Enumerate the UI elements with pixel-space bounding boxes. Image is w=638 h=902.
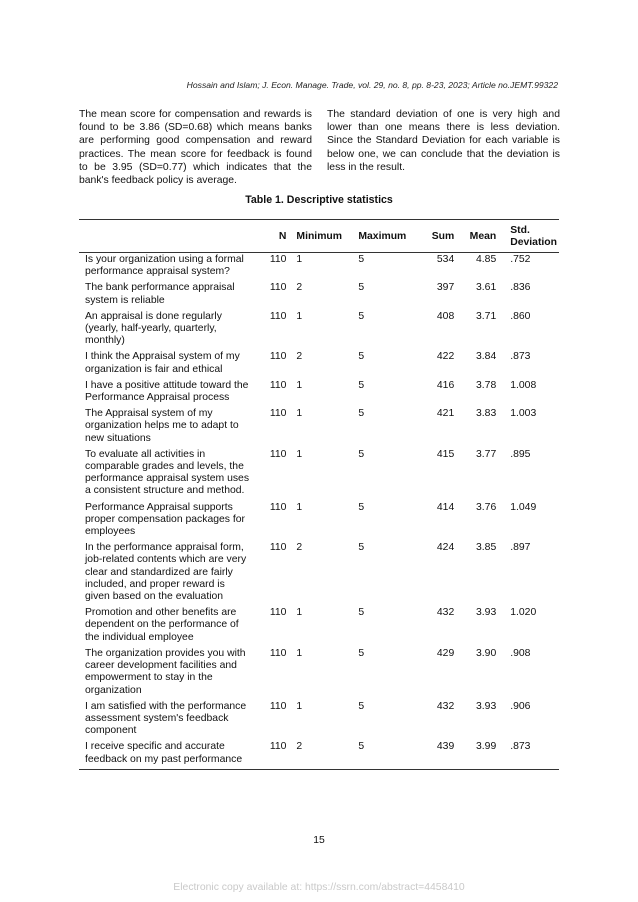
table-row [79, 407, 559, 448]
table-row [79, 541, 559, 606]
mean-cell: 3.83 [476, 408, 497, 420]
sum-cell: 416 [436, 379, 455, 391]
mean-cell: 3.99 [476, 741, 497, 753]
std-deviation-cell: 1.049 [510, 501, 537, 513]
running-header: Hossain and Islam; J. Econ. Manage. Trade, vol. 29, no. 8, pp. 8-23, 2023; Article no.JEMT.99322 [186, 80, 558, 90]
std-deviation-cell: .906 [510, 700, 531, 712]
std-deviation-cell: .836 [510, 282, 531, 294]
n-cell: 110 [269, 647, 287, 659]
table-row [79, 281, 559, 309]
header-sum: Sum [431, 231, 455, 242]
std-deviation-cell: .895 [510, 448, 531, 460]
table-row [79, 310, 559, 351]
left-column-paragraph: The mean score for compensation and rewards is found to be 3.86 (SD=0.68) which means banks are performing good compensation and reward practices. The mean score for feedback is found to be 3.95 (SD=0.77) which indicates that the bank's feedback policy is average. [79, 109, 312, 187]
table-header-row [79, 220, 559, 253]
statement-cell: Performance Appraisal supports proper compensation packages for employees [85, 501, 245, 538]
n-cell: 110 [269, 310, 287, 322]
sum-cell: 424 [436, 542, 455, 554]
minimum-cell: 1 [296, 408, 303, 420]
mean-cell: 3.90 [476, 647, 497, 659]
sum-cell: 414 [436, 501, 455, 513]
mean-cell: 4.85 [476, 254, 497, 265]
sum-cell: 439 [436, 741, 455, 753]
sum-cell: 415 [436, 448, 455, 460]
statement-cell: I receive specific and accurate feedback on my past performance [85, 741, 243, 765]
minimum-cell: 1 [296, 379, 303, 391]
mean-cell: 3.71 [476, 310, 497, 322]
table-row [79, 253, 559, 282]
maximum-cell: 5 [358, 379, 365, 391]
header-n: N [278, 231, 287, 242]
std-deviation-cell: .873 [510, 351, 531, 363]
maximum-cell: 5 [358, 408, 365, 420]
table-row [79, 647, 559, 700]
statement-cell: I have a positive attitude toward the Performance Appraisal process [85, 379, 249, 404]
maximum-cell: 5 [358, 700, 365, 712]
maximum-cell: 5 [358, 310, 365, 322]
header-std-deviation: Std. Deviation [510, 225, 558, 248]
table-caption: Table 1. Descriptive statistics [245, 194, 393, 206]
minimum-cell: 1 [296, 647, 303, 659]
sum-cell: 432 [436, 700, 455, 712]
table-row [79, 379, 559, 407]
header-maximum: Maximum [358, 231, 407, 242]
maximum-cell: 5 [358, 282, 365, 294]
n-cell: 110 [269, 282, 287, 294]
table-body [79, 253, 559, 770]
statement-cell: To evaluate all activities in comparable grades and levels, the performance appraisal system uses a consistent structure and method. [85, 448, 250, 497]
mean-cell: 3.84 [476, 351, 497, 363]
minimum-cell: 1 [296, 700, 303, 712]
header-statement [79, 220, 256, 253]
std-deviation-cell: .897 [510, 542, 531, 554]
maximum-cell: 5 [358, 647, 365, 659]
table-row [79, 740, 559, 769]
std-deviation-cell: .752 [510, 254, 531, 265]
std-deviation-cell: .860 [510, 310, 531, 322]
statement-cell: An appraisal is done regularly (yearly, half-yearly, quarterly, monthly) [85, 310, 222, 347]
minimum-cell: 2 [296, 542, 303, 554]
mean-cell: 3.76 [476, 501, 497, 513]
descriptive-statistics-table [79, 219, 559, 770]
sum-cell: 408 [436, 310, 455, 322]
table-row [79, 700, 559, 741]
std-deviation-cell: .908 [510, 647, 531, 659]
n-cell: 110 [269, 741, 287, 753]
statement-cell: The Appraisal system of my organization helps me to adapt to new situations [85, 408, 239, 444]
std-deviation-cell: 1.008 [510, 379, 537, 391]
ssrn-availability-note: Electronic copy available at: https://ssrn.com/abstract=4458410 [173, 882, 465, 893]
statement-cell: The organization provides you with career development facilities and empowerment to stay in the organization [85, 647, 246, 696]
table-row [79, 606, 559, 647]
page-number: 15 [313, 835, 325, 846]
mean-cell: 3.93 [476, 700, 497, 712]
minimum-cell: 1 [296, 310, 303, 322]
minimum-cell: 2 [296, 282, 303, 294]
sum-cell: 421 [436, 408, 455, 420]
sum-cell: 429 [436, 647, 455, 659]
statement-cell: In the performance appraisal form, job-related contents which are very clear and standardized are fairly included, and proper reward is given based on the evaluation [85, 542, 247, 603]
n-cell: 110 [269, 351, 287, 363]
header-minimum: Minimum [296, 231, 343, 242]
maximum-cell: 5 [358, 542, 365, 554]
n-cell: 110 [269, 700, 287, 712]
statement-cell: I am satisfied with the performance assessment system's feedback component [85, 700, 247, 737]
mean-cell: 3.77 [476, 448, 497, 460]
sum-cell: 534 [436, 254, 455, 265]
maximum-cell: 5 [358, 448, 365, 460]
maximum-cell: 5 [358, 741, 365, 753]
table-row [79, 350, 559, 378]
mean-cell: 3.93 [476, 607, 497, 619]
right-column-paragraph: The standard deviation of one is very high and lower than one means there is less deviation. Since the Standard Deviation for each variable is below one, we can conclude that the deviation is less in the result. [327, 109, 560, 173]
minimum-cell: 2 [296, 741, 303, 753]
minimum-cell: 1 [296, 501, 303, 513]
maximum-cell: 5 [358, 607, 365, 619]
n-cell: 110 [269, 408, 287, 420]
minimum-cell: 1 [296, 448, 303, 460]
statement-cell: Promotion and other benefits are dependent on the performance of the individual employee [85, 607, 239, 643]
std-deviation-cell: .873 [510, 741, 531, 753]
mean-cell: 3.61 [476, 282, 497, 294]
maximum-cell: 5 [358, 254, 365, 265]
sum-cell: 432 [436, 607, 455, 619]
statement-cell: The bank performance appraisal system is reliable [85, 282, 235, 306]
table-row [79, 448, 559, 501]
n-cell: 110 [269, 448, 287, 460]
n-cell: 110 [269, 254, 287, 265]
minimum-cell: 2 [296, 351, 303, 363]
sum-cell: 422 [436, 351, 455, 363]
mean-cell: 3.78 [476, 379, 497, 391]
minimum-cell: 1 [296, 607, 303, 619]
n-cell: 110 [269, 607, 287, 619]
table-row [79, 501, 559, 542]
statement-cell: I think the Appraisal system of my organization is fair and ethical [85, 351, 240, 375]
minimum-cell: 1 [296, 254, 303, 265]
maximum-cell: 5 [358, 351, 365, 363]
mean-cell: 3.85 [476, 542, 497, 554]
sum-cell: 397 [436, 282, 455, 294]
maximum-cell: 5 [358, 501, 365, 513]
std-deviation-cell: 1.020 [510, 607, 537, 619]
header-mean: Mean [469, 231, 497, 242]
n-cell: 110 [269, 379, 287, 391]
n-cell: 110 [269, 542, 287, 554]
n-cell: 110 [269, 501, 287, 513]
std-deviation-cell: 1.003 [510, 408, 537, 420]
statement-cell: Is your organization using a formal performance appraisal system? [85, 254, 244, 278]
